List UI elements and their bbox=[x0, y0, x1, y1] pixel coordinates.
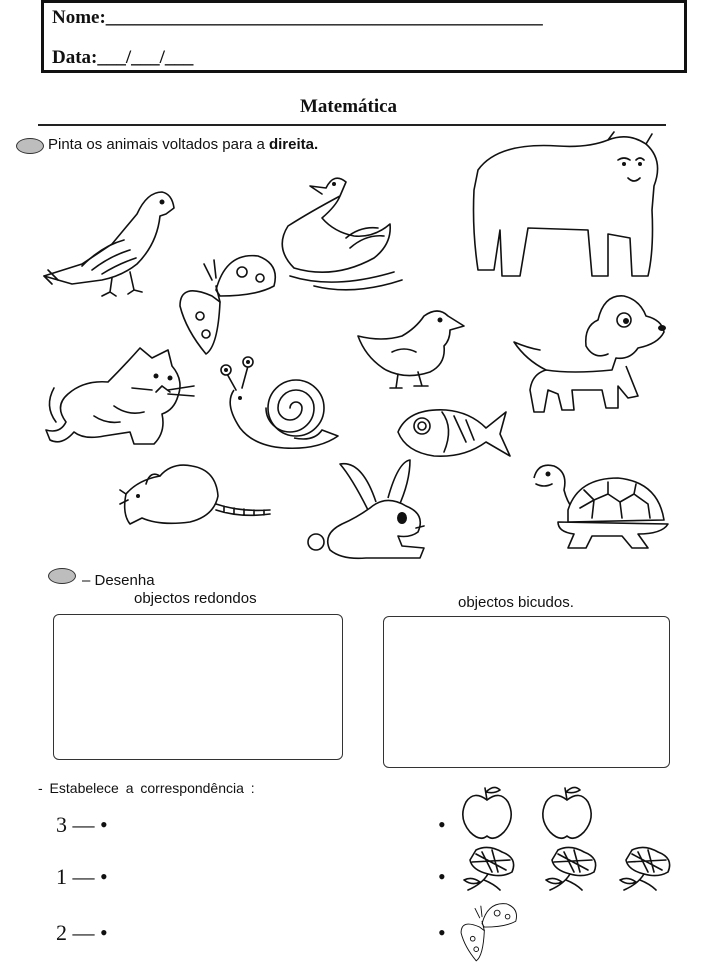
pointed-objects-caption: objectos bicudos. bbox=[458, 594, 574, 611]
mouse-icon[interactable] bbox=[120, 460, 272, 532]
number-label: 2 bbox=[56, 920, 67, 945]
dash: — bbox=[72, 864, 95, 889]
exercise-bubble-1 bbox=[16, 138, 44, 154]
bird-icon[interactable] bbox=[42, 184, 177, 299]
match-dot-right[interactable]: • bbox=[438, 864, 446, 889]
flower-icon[interactable] bbox=[618, 846, 676, 892]
instruction-text: Pinta os animais voltados para a bbox=[48, 136, 269, 153]
match-dot-left[interactable]: • bbox=[100, 920, 108, 945]
butterfly-icon[interactable] bbox=[458, 898, 520, 962]
round-objects-caption: objectos redondos bbox=[134, 590, 257, 607]
fish-icon[interactable] bbox=[394, 402, 512, 462]
match-dot-right[interactable]: • bbox=[438, 812, 446, 837]
apple-icon[interactable] bbox=[540, 784, 594, 842]
page-title: Matemática bbox=[300, 96, 398, 117]
swan-icon[interactable] bbox=[274, 168, 416, 298]
match-row-3 bbox=[56, 920, 108, 946]
name-field-label[interactable]: Nome:______________________________________________ bbox=[52, 7, 543, 28]
pointed-objects-drawing-area[interactable] bbox=[383, 616, 670, 768]
number-label: 3 bbox=[56, 812, 67, 837]
rabbit-icon[interactable] bbox=[306, 458, 430, 562]
snail-icon[interactable] bbox=[214, 350, 344, 458]
exercise-bubble-2 bbox=[48, 568, 76, 584]
match-row-1 bbox=[56, 812, 108, 838]
flower-icon[interactable] bbox=[462, 846, 520, 892]
exercise3-title: - Estabelece a correspondência : bbox=[38, 780, 255, 796]
exercise2-title: – Desenha bbox=[82, 572, 155, 589]
match-row-2 bbox=[56, 864, 108, 890]
turtle-icon[interactable] bbox=[528, 460, 668, 552]
dog-icon[interactable] bbox=[512, 290, 666, 420]
match-dot-left[interactable]: • bbox=[100, 812, 108, 837]
number-label: 1 bbox=[56, 864, 67, 889]
apple-icon[interactable] bbox=[460, 784, 514, 842]
exercise1-instruction bbox=[48, 136, 318, 153]
title-rule bbox=[38, 124, 666, 126]
dash: — bbox=[72, 920, 95, 945]
flower-icon[interactable] bbox=[544, 846, 602, 892]
bear-icon[interactable] bbox=[468, 130, 668, 282]
match-dot-left[interactable]: • bbox=[100, 864, 108, 889]
chick-icon[interactable] bbox=[352, 306, 466, 390]
cat-icon[interactable] bbox=[44, 336, 198, 454]
date-field-label[interactable]: Data:___/___/___ bbox=[52, 47, 194, 68]
instruction-bold: direita. bbox=[268, 136, 319, 153]
dash: — bbox=[72, 812, 95, 837]
match-dot-right[interactable]: • bbox=[438, 920, 446, 945]
round-objects-drawing-area[interactable] bbox=[53, 614, 343, 760]
